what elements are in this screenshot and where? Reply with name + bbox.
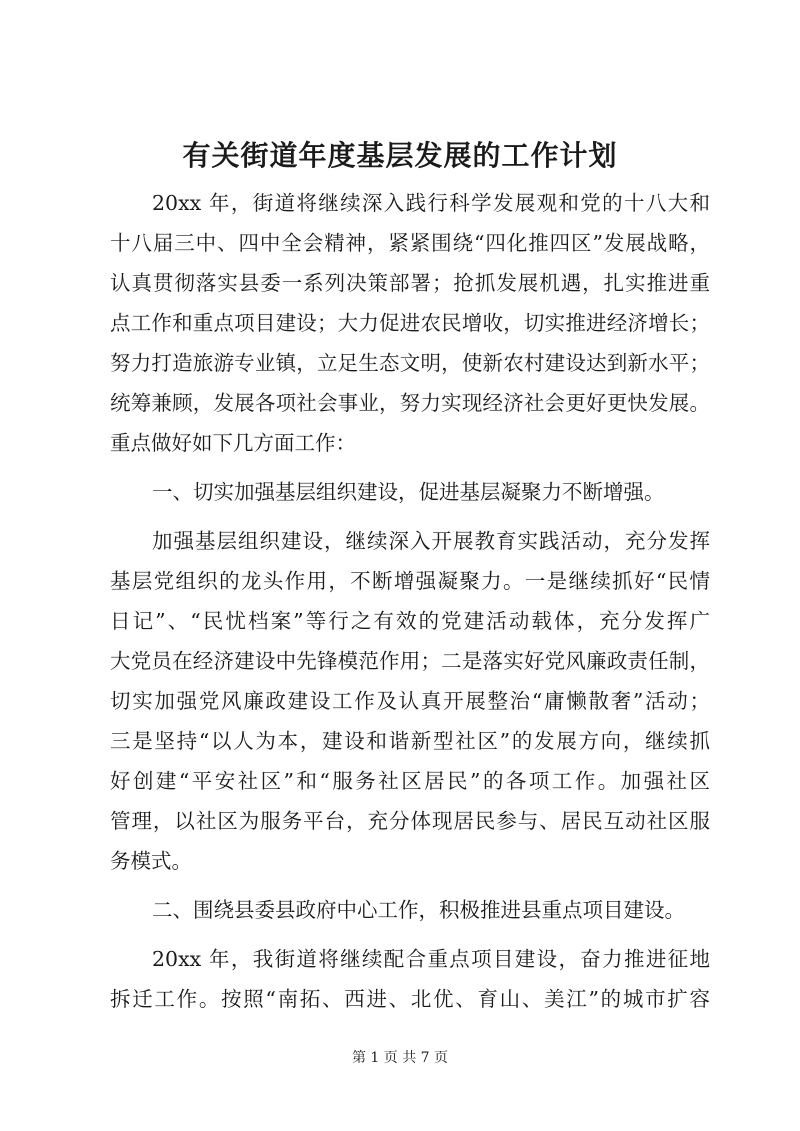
- document-body: [110, 183, 710, 1019]
- paragraph-line: 十八届三中、四中全会精神，紧紧围绕“四化推四区”发展战略，: [110, 231, 710, 255]
- paragraph-line: 三是坚持“以人为本，建设和谐新型社区”的发展方向，继续抓: [110, 729, 710, 753]
- paragraph-line: 基层党组织的龙头作用，不断增强凝聚力。一是继续抓好“民情: [110, 569, 710, 593]
- paragraph-line: 日记”、“民忧档案”等行之有效的党建活动载体，充分发挥广: [110, 609, 710, 633]
- paragraph-line: 重点做好如下几方面工作：: [110, 431, 356, 455]
- paragraph-line: 拆迁工作。按照“南拓、西进、北优、育山、美江”的城市扩容: [110, 987, 710, 1011]
- section-heading-2: [110, 890, 710, 930]
- paragraph-line: 务模式。: [110, 849, 192, 873]
- paragraph-line: 统筹兼顾，发展各项社会事业，努力实现经济社会更好更快发展。: [110, 391, 710, 415]
- paragraph-line: 20xx 年，我街道将继续配合重点项目建设，奋力推进征地: [152, 947, 710, 971]
- section-heading-text: 二、围绕县委县政府中心工作，积极推进县重点项目建设。: [152, 898, 685, 922]
- paragraph-line: 点工作和重点项目建设；大力促进农民增收，切实推进经济增长；: [110, 311, 710, 335]
- paragraph-line: 认真贯彻落实县委一系列决策部署；抢抓发展机遇，扎实推进重: [110, 271, 710, 295]
- paragraph-organization: [110, 521, 710, 881]
- paragraph-projects: [110, 939, 710, 1019]
- paragraph-line: 切实加强党风廉政建设工作及认真开展整治“庸懒散奢”活动；: [110, 689, 710, 713]
- page-footer: 第 1 页 共 7 页: [351, 1050, 449, 1066]
- section-heading-1: [110, 472, 710, 512]
- paragraph-line: 好创建“平安社区”和“服务社区居民”的各项工作。加强社区: [110, 769, 710, 793]
- paragraph-line: 管理，以社区为服务平台，充分体现居民参与、居民互动社区服: [110, 809, 710, 833]
- paragraph-line: 加强基层组织建设，继续深入开展教育实践活动，充分发挥: [152, 529, 710, 553]
- paragraph-line: 大党员在经济建设中先锋模范作用；二是落实好党风廉政责任制，: [110, 649, 710, 673]
- section-heading-text: 一、切实加强基层组织建设，促进基层凝聚力不断增强。: [152, 480, 665, 504]
- document-title: 有关街道年度基层发展的工作计划: [182, 139, 618, 172]
- paragraph-intro: [110, 183, 710, 463]
- paragraph-line: 努力打造旅游专业镇，立足生态文明，使新农村建设达到新水平；: [110, 351, 710, 375]
- paragraph-line: 20xx 年，街道将继续深入践行科学发展观和党的十八大和: [152, 191, 710, 215]
